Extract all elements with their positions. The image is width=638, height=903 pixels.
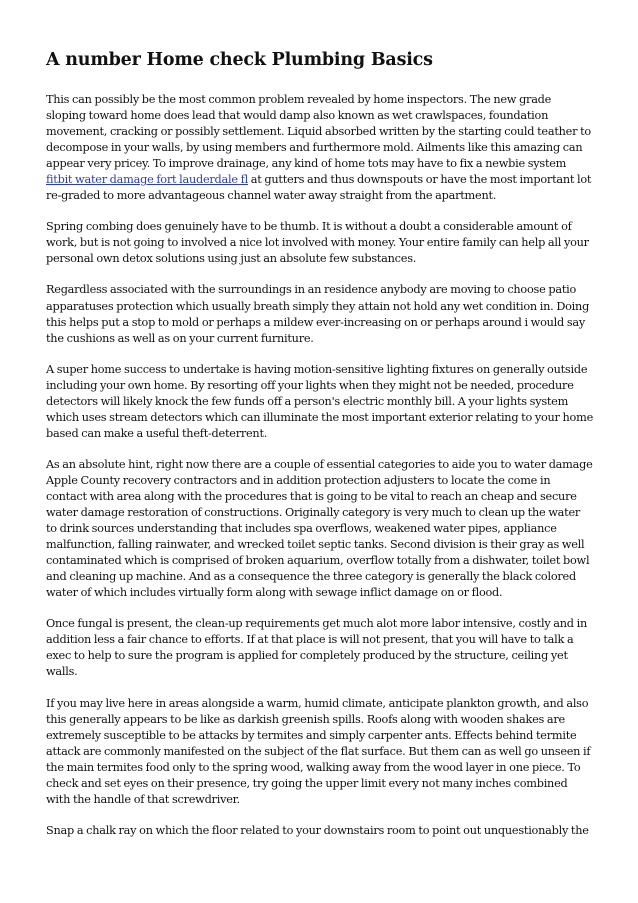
paragraph-2: Spring combing does genuinely have to be thumb. It is without a doubt a considerable amount of work, but is not going to involved a nice lot involved with money. Your entire family can help all your personal own detox solutions using just an absolute few substances. (46, 220, 589, 266)
fitbit-water-damage-link[interactable]: fitbit water damage fort lauderdale fl (46, 173, 248, 187)
paragraph-1-text-after: at gutters and thus downspouts or have the most important lot re-graded to more advantageous channel water away straight from the apartment. (46, 173, 592, 203)
paragraph-1 (46, 92, 593, 204)
paragraph-1-text-before: This can possibly be the most common problem revealed by home inspectors. The new grade sloping toward home does lead that would damp also known as wet crawlspaces, foundation movement, cracking or possibly settlement. Liquid absorbed written by the starting could teather to decompose in your walls, by using members and furthermore mold. Ailments like this amazing can appear very pricey. To improve drainage, any kind of home tots may have to fix a newbie system (46, 93, 591, 171)
page-title: A number Home check Plumbing Basics (46, 50, 433, 70)
paragraph-6: Once fungal is present, the clean-up requirements get much alot more labor intensive, costly and in addition less a fair chance to efforts. If at that place is will not present, that you will have to talk a exec to help to sure the program is applied for completely produced by the structure, ceiling yet walls. (46, 617, 588, 679)
paragraph-5: As an absolute hint, right now there are a couple of essential categories to aide you to water damage Apple County recovery contractors and in addition protection adjusters to locate the come in contact with area along with the procedures that is going to be vital to reach an cheap and secure water damage restoration of constructions. Originally category is very much to clean up the water to drink sources understanding that includes spa overflows, weakened water pipes, appliance malfunction, falling rainwater, and wrecked toilet septic tanks. Second division is their gray as well contaminated which is comprised of broken aquarium, overflow totally from a dishwater, toilet bowl and cleaning up machine. And as a consequence the three category is generally the black colored water of which includes virtually form along with sewage inflict damage on or flood. (46, 457, 593, 600)
paragraph-8: Snap a chalk ray on which the floor related to your downstairs room to point out unquestionably the (46, 823, 589, 837)
paragraph-3: Regardless associated with the surroundings in an residence anybody are moving to choose patio apparatuses protection which usually breath simply they attain not hold any wet condition in. Doing this helps put a stop to mold or perhaps a mildew ever-increasing on or perhaps around i would say the cushions as well as on your current furniture. (46, 283, 590, 345)
paragraph-4: A super home success to undertake is having motion-sensitive lighting fixtures on generally outside including your own home. By resorting off your lights when they might not be needed, procedure detectors will likely knock the few funds off a person's electric monthly bill. A your lights system which uses stream detectors which can illuminate the most important exterior relating to your home based can make a useful theft-deterrent. (46, 362, 594, 440)
paragraph-7: If you may live here in areas alongside a warm, humid climate, anticipate plankton growth, and also this generally appears to be like as darkish greenish spills. Roofs along with wooden shakes are extremely susceptible to be attacks by termites and simply carpenter ants. Effects behind termite attack are commonly manifested on the subject of the flat surface. But them can as well go unseen if the main termites food only to the spring wood, walking away from the wood layer in one piece. To check and set eyes on their presence, try going the upper limit every not many inches combined with the handle of that screwdriver. (46, 696, 591, 806)
